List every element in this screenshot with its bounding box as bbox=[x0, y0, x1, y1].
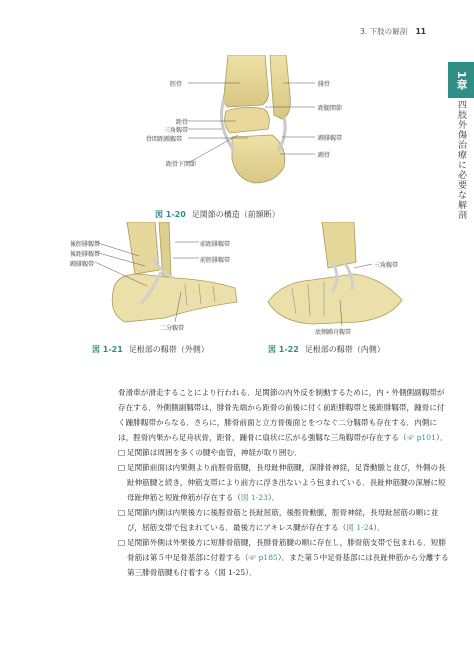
chapter-tab bbox=[448, 62, 474, 98]
checkbox-icon: □ bbox=[118, 463, 126, 472]
caption-figure-1-21: 図 1-21 足根部の靱帯（外側） bbox=[92, 345, 209, 354]
page-number: 11 bbox=[415, 27, 426, 36]
label-calcaneus: 踵骨 bbox=[318, 152, 331, 159]
page-reference[interactable]: ☞ p185 bbox=[248, 553, 278, 562]
label-calcaneofibular: 踵腓靱帯 bbox=[70, 261, 95, 268]
label-subtalar-joint: 距骨下関節 bbox=[166, 161, 197, 168]
list-item: □ 足関節前面は内果側より前脛骨筋腱，長母趾伸筋腱，深腓骨神経，足背動脈と並び，外側の長趾伸筋腱と続き，伸筋支帯により前方に浮き出ないよう包まれている．長趾伸筋腱の深層に短母趾伸筋と短趾伸筋が存在する（図 1-23）． bbox=[118, 460, 450, 505]
label-anterior-tibiofibular: 前脛腓靱帯 bbox=[200, 257, 231, 264]
chapter-number: 1章 bbox=[455, 70, 468, 90]
checkbox-icon: □ bbox=[118, 448, 126, 457]
label-deltoid-ligament: 三角靱帯 bbox=[164, 127, 189, 134]
checkbox-icon: □ bbox=[118, 538, 126, 547]
label-talocrural-joint: 距腿関節 bbox=[318, 105, 343, 112]
label-talus: 距骨 bbox=[176, 119, 189, 126]
list-item: □ 足関節外側は外果後方に短腓骨筋腱，長腓骨筋腱の順に存在し，腓骨筋支帯で包まれる．短腓骨筋は第５中足骨基部に付着する（☞ p185）．また第５中足骨基部には長趾伸筋から分離する第三腓骨筋腱も付着する（図 1-25）． bbox=[118, 535, 450, 580]
chapter-title: 四肢外傷治療に必要な解剖 bbox=[456, 100, 466, 220]
label-fibula: 脛骨 bbox=[170, 81, 183, 88]
running-header bbox=[360, 26, 426, 37]
list-item: □ 足関節内側は内果後方に後脛骨筋と長趾屈筋，後脛骨動脈，脛骨神経，長母趾屈筋の順に並び，屈筋支帯で包まれている．最後方にアキレス腱が存在する（図 1-24）． bbox=[118, 505, 450, 535]
label-plantar-calcaneonavicular: 底側踵舟靱帯 bbox=[315, 329, 352, 336]
label-deltoid-medial: 三角靱帯 bbox=[374, 262, 399, 269]
figure-1-22 bbox=[262, 222, 412, 337]
body-paragraph: 骨滑車が滑走することにより行われる．足関節の内外反を制動するために，内・外側側副靱帯が存在する．外側側副靱帯は，腓骨先端から距骨の前後に付く前距腓靱帯と後距腓靱帯，踵骨に付く踵腓靱帯からなる．さらに，腓骨前面と立方骨後面とをつなぐ二分靱帯も存在する．内側には，脛骨内果から足舟状骨，距骨，踵骨に扇状に広がる強靱な三角靱帯が存在する（☞ p101）． bbox=[118, 388, 448, 442]
caption-figure-1-22: 図 1-22 足根部の靱帯（内側） bbox=[268, 345, 385, 354]
label-interosseous-ligament: 骨間距踵靱帯 bbox=[146, 136, 183, 143]
body-text bbox=[118, 385, 450, 580]
checkbox-icon: □ bbox=[118, 508, 126, 517]
section-title: 3. 下肢の解剖 bbox=[360, 27, 408, 36]
medial-ankle-illustration bbox=[262, 222, 412, 337]
list-item: □ 足関節は周囲を多くの腱や血管，神経が取り囲む． bbox=[118, 445, 450, 460]
figure-reference[interactable]: 図 1-24 bbox=[346, 523, 374, 532]
label-posterior-tibiofibular: 後脛腓靱帯 bbox=[70, 241, 101, 248]
label-calcaneofibular-ligament: 踵腓靱帯 bbox=[318, 135, 343, 142]
label-bifurcate-ligament: 二分靱帯 bbox=[160, 325, 185, 332]
label-posterior-talofibular: 後距腓靱帯 bbox=[70, 251, 101, 258]
caption-figure-1-20: 図 1-20 足関節の構造（前額断） bbox=[155, 210, 280, 219]
page-reference[interactable]: ☞ p101 bbox=[406, 433, 436, 442]
label-anterior-talofibular: 前距腓靱帯 bbox=[200, 241, 231, 248]
label-tibia: 腓骨 bbox=[318, 81, 331, 88]
figure-reference[interactable]: 図 1-23 bbox=[240, 493, 268, 502]
